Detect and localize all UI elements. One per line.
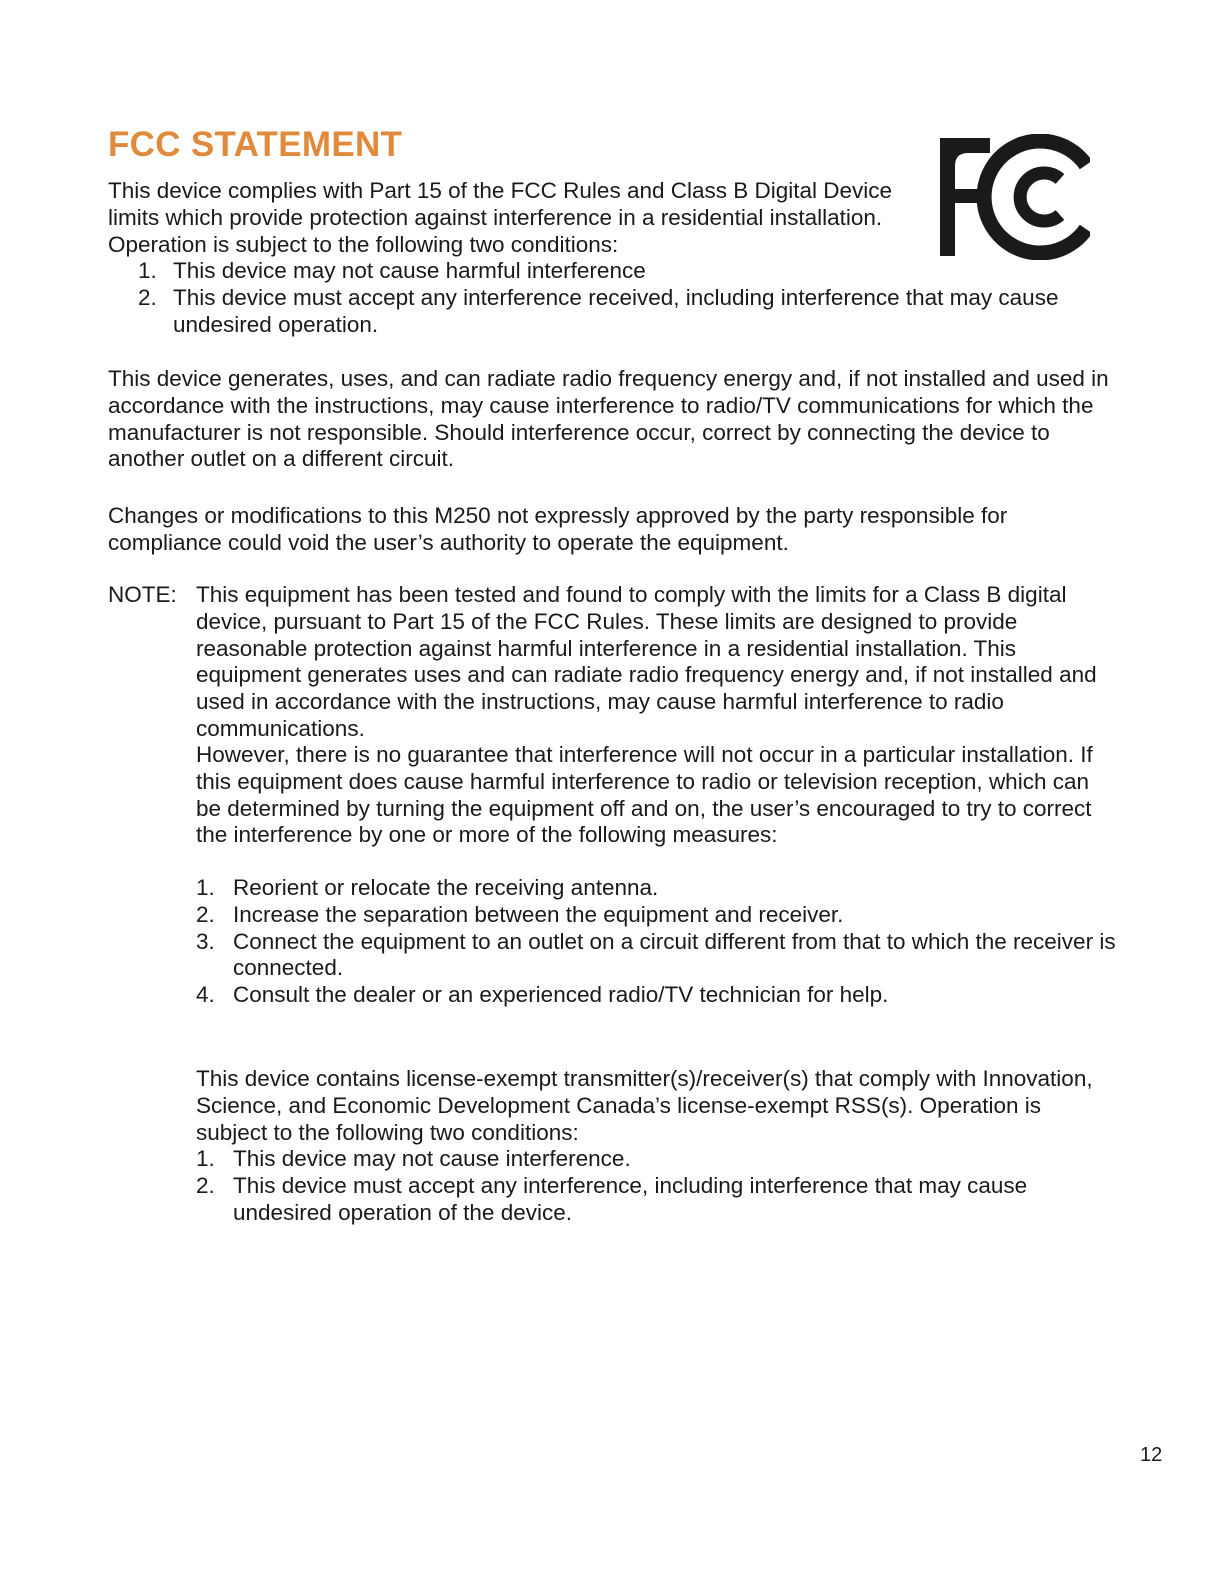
measures-list [196,875,1176,1009]
list-text: This device may not cause interference. [233,1146,631,1171]
list-text: Consult the dealer or an experienced radio/TV technician for help. [233,982,889,1008]
fcc-logo-icon [938,134,1090,260]
list-item [196,929,1176,983]
list-number: 4. [196,982,215,1008]
page-title: FCC STATEMENT [108,125,403,164]
list-item [196,1173,1116,1227]
list-number: 1. [196,1146,215,1171]
list-item [196,902,1176,929]
list-text: Reorient or relocate the receiving antenna. [233,875,659,900]
list-number: 1. [196,875,215,900]
list-number: 2. [138,284,157,310]
isde-conditions-list [196,1146,1116,1226]
modifications-paragraph: Changes or modifications to this M250 not expressly approved by the party responsible for compliance could void the user’s authority to operate the equipment. [108,503,1008,555]
note-label: NOTE: [108,582,177,607]
note-guarantee-paragraph: However, there is no guarantee that interference will not occur in a particular installation. If this equipment does cause harmful interference to radio or television reception, which can be determined by turning the equipment off and on, the user’s encouraged to try to correct the interference by one or more of the following measures: [196,742,1093,848]
list-item [138,285,1098,339]
list-item [196,982,1176,1009]
list-text: This device must accept any interference received, including interference that may cause undesired operation. [173,284,1059,337]
list-item [196,875,1176,902]
list-number: 1. [138,258,157,283]
list-text: Increase the separation between the equipment and receiver. [233,901,844,927]
list-item [138,258,1098,285]
rf-energy-paragraph: This device generates, uses, and can radiate radio frequency energy and, if not installed and used in accordance with the instructions, may cause interference to radio/TV communications for which the manufacturer is not responsible. Should interference occur, correct by connecting the device to another outlet on a different circuit. [108,366,1109,472]
page-number: 12 [1140,1444,1163,1466]
intro-paragraph: This device complies with Part 15 of the FCC Rules and Class B Digital Device limits which provide protection against interference in a residential installation. Operation is subject to the following two conditions: [108,178,893,257]
note-paragraph: This equipment has been tested and found to comply with the limits for a Class B digital device, pursuant to Part 15 of the FCC Rules. These limits are designed to provide reasonable protection against harmful interference in a residential installation. This equipment generates uses and can radiate radio frequency energy and, if not installed and used in accordance with the instructions, may cause harmful interference to radio communications. [196,582,1097,741]
isde-paragraph: This device contains license-exempt transmitter(s)/receiver(s) that comply with Innovation, Science, and Economic Development Canada’s license-exempt RSS(s). Operation is subject to the following two conditions: [196,1066,1093,1145]
list-number: 2. [196,901,215,927]
list-number: 3. [196,928,215,954]
list-item [196,1146,1116,1173]
list-text: Connect the equipment to an outlet on a circuit different from that to which the receiver is connected. [233,928,1116,981]
fcc-conditions-list [138,258,1098,338]
list-text: This device must accept any interference, including interference that may cause undesired operation of the device. [233,1172,1028,1225]
list-text: This device may not cause harmful interference [173,258,646,283]
list-number: 2. [196,1172,215,1198]
